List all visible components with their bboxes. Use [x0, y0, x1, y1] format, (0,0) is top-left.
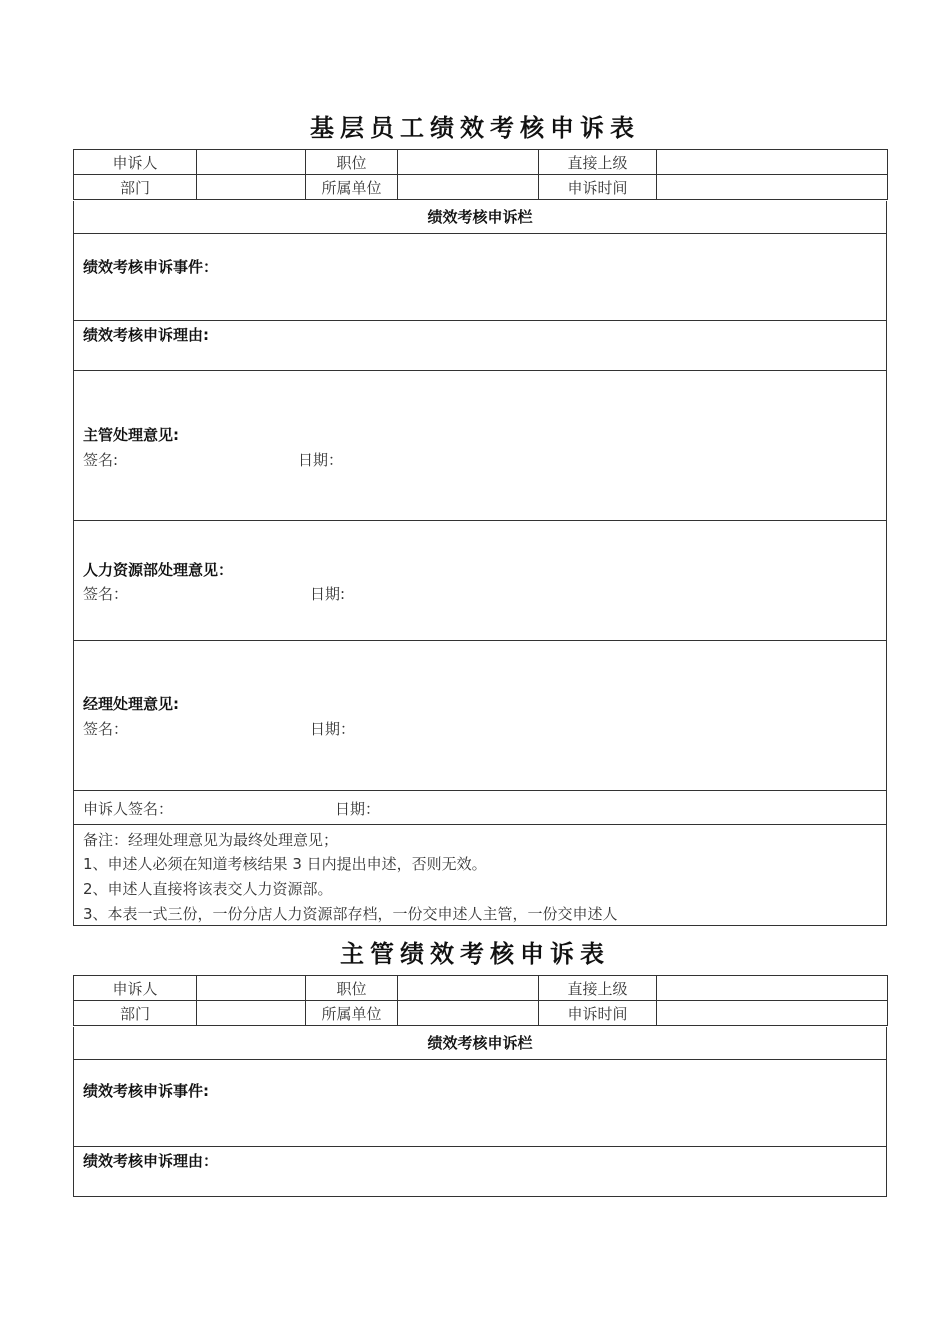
department-field[interactable] — [197, 175, 306, 200]
position-field[interactable] — [398, 976, 539, 1001]
note-line: 1、申述人必须在知道考核结果 3 日内提出申述，否则无效。 — [83, 855, 487, 873]
position-field[interactable] — [398, 150, 539, 175]
form1-hr-opinion-box[interactable] — [73, 521, 887, 641]
supervisor-opinion-label: 主管处理意见: — [83, 426, 179, 444]
manager-opinion-label: 经理处理意见: — [83, 695, 179, 713]
unit-label: 所属单位 — [306, 1001, 398, 1026]
form1-complainant-sign-box[interactable] — [73, 791, 887, 825]
complainant-field[interactable] — [197, 976, 306, 1001]
hr-opinion-label: 人力资源部处理意见： — [83, 561, 234, 579]
department-label: 部门 — [74, 1001, 197, 1026]
complainant-label: 申诉人 — [74, 150, 197, 175]
manager-sign-label: 签名： — [83, 720, 129, 738]
complainant-label: 申诉人 — [74, 976, 197, 1001]
form2-section-title: 绩效考核申诉栏 — [73, 1027, 887, 1060]
hr-sign-label: 签名： — [83, 585, 129, 603]
appeal-event-label: 绩效考核申诉事件: — [83, 1082, 209, 1100]
position-label: 职位 — [306, 150, 398, 175]
unit-field[interactable] — [398, 1001, 539, 1026]
form2-header-row-1 — [74, 976, 888, 1001]
form2-title: 主管绩效考核申诉表 — [340, 940, 610, 968]
supervisor-date-label: 日期： — [298, 451, 344, 469]
appeal-time-label: 申诉时间 — [539, 175, 657, 200]
supervisor-field[interactable] — [657, 976, 888, 1001]
department-field[interactable] — [197, 1001, 306, 1026]
form2-appeal-reason-box[interactable] — [73, 1147, 887, 1197]
appeal-event-label: 绩效考核申诉事件： — [83, 258, 219, 276]
form1-header-row-2 — [74, 175, 888, 200]
form1-title: 基层员工绩效考核申诉表 — [310, 114, 640, 142]
appeal-reason-label: 绩效考核申诉理由: — [83, 326, 209, 344]
form2-header-row-2 — [74, 1001, 888, 1026]
form1-notes-box — [73, 825, 887, 926]
department-label: 部门 — [74, 175, 197, 200]
unit-field[interactable] — [398, 175, 539, 200]
complainant-date-label: 日期： — [335, 800, 381, 818]
supervisor-label: 直接上级 — [539, 150, 657, 175]
appeal-time-label: 申诉时间 — [539, 1001, 657, 1026]
note-line: 备注：经理处理意见为最终处理意见； — [83, 831, 339, 849]
form1-section-title: 绩效考核申诉栏 — [73, 201, 887, 234]
note-line: 2、申述人直接将该表交人力资源部。 — [83, 880, 333, 898]
form2-appeal-event-box[interactable] — [73, 1060, 887, 1147]
note-line: 3、本表一式三份，一份分店人力资源部存档，一份交申述人主管，一份交申述人 — [83, 905, 618, 923]
form1-appeal-event-box[interactable] — [73, 234, 887, 321]
form2-header-table — [73, 975, 888, 1026]
appeal-time-field[interactable] — [657, 1001, 888, 1026]
complainant-field[interactable] — [197, 150, 306, 175]
supervisor-sign-label: 签名: — [83, 451, 119, 469]
unit-label: 所属单位 — [306, 175, 398, 200]
supervisor-field[interactable] — [657, 150, 888, 175]
supervisor-label: 直接上级 — [539, 976, 657, 1001]
hr-date-label: 日期: — [310, 585, 346, 603]
form1-header-row-1 — [74, 150, 888, 175]
manager-date-label: 日期： — [310, 720, 356, 738]
complainant-sign-label: 申诉人签名： — [83, 800, 174, 818]
position-label: 职位 — [306, 976, 398, 1001]
form1-supervisor-opinion-box[interactable] — [73, 371, 887, 521]
form1-appeal-reason-box[interactable] — [73, 321, 887, 371]
form1-manager-opinion-box[interactable] — [73, 641, 887, 791]
appeal-time-field[interactable] — [657, 175, 888, 200]
appeal-reason-label: 绩效考核申诉理由： — [83, 1152, 219, 1170]
form1-header-table — [73, 149, 888, 200]
